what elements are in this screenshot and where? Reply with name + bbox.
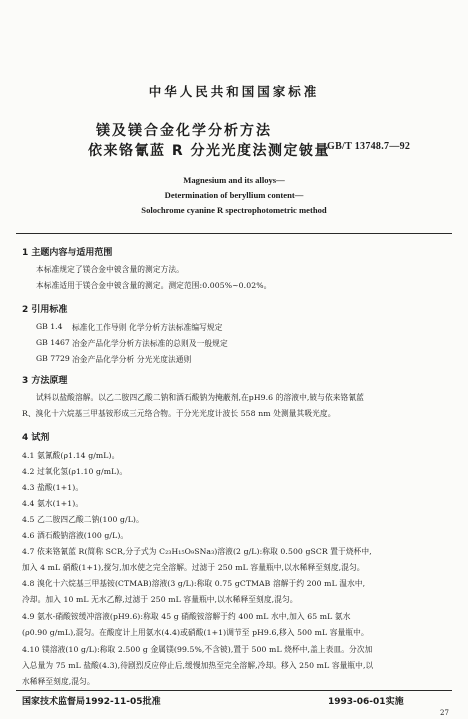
reagent-item-4-10-line: 4.10 镁溶液(10 g/L):称取 2.500 g 金属镁(99.5%,不含铍),置于 500 mL 烧杯中,盖上表皿。分次加: [22, 645, 373, 654]
national-standard-heading: 中华人民共和国国家标准: [148, 84, 320, 99]
reagent-item: 4.6 酒石酸钠溶液(100 g/L)。: [22, 531, 129, 540]
reference-title: 冶金产品化学分析 分光光度法通则: [72, 355, 192, 364]
english-title-line3: Solochrome cyanine R spectrophotometric method: [141, 205, 327, 215]
footer-divider: [16, 690, 452, 691]
section-3-heading: 3 方法原理: [22, 376, 68, 386]
reference-code: GB 1467: [36, 338, 70, 347]
section-3-line: R、溴化十六烷基三甲基铵形成三元络合物。于分光光度计波长 558 nm 处测量其吸光度。: [22, 409, 336, 418]
document-title-line1: 镁及镁合金化学分析方法: [96, 123, 272, 139]
english-title-line1: Magnesium and its alloys—: [183, 175, 285, 185]
document-title-line2: 依来铬氰蓝 R 分光光度法测定铍量: [88, 143, 331, 159]
reagent-item-4-10-line: 水稀释至刻度,混匀。: [22, 677, 95, 686]
reagent-item: 4.3 盐酸(1+1)。: [22, 483, 84, 492]
reagent-item-4-9-line: (ρ0.90 g/mL),混匀。在酸度计上用氨水(4.4)或硝酸(1+1)调节至 pH9.6,移入 500 mL 容量瓶中。: [22, 628, 369, 637]
approval-date: 国家技术监督局1992-11-05批准: [22, 697, 161, 707]
reagent-item-4-7-line: 4.7 依来铬氰蓝 R(简称 SCR,分子式为 C₂₃H₁₅O₉SNa₃)溶液(2 g/L):称取 0.500 gSCR 置于烧杯中,: [22, 547, 372, 556]
reagent-item: 4.5 乙二胺四乙酸二钠(100 g/L)。: [22, 515, 144, 524]
standard-number: GB/T 13748.7—92: [327, 141, 411, 152]
reagent-item-4-8-line: 冷却。加入 10 mL 无水乙醇,过滤于 250 mL 容量瓶中,以水稀释至刻度,混匀。: [22, 595, 298, 604]
section-1-line: 本标准规定了镁合金中铍含量的测定方法。: [36, 265, 184, 274]
section-4-heading: 4 试剂: [22, 433, 50, 443]
header-divider: [16, 233, 452, 234]
section-1-heading: 1 主题内容与适用范围: [22, 248, 113, 258]
reagent-item: 4.2 过氧化氢(ρ1.10 g/mL)。: [22, 467, 128, 476]
section-1-line: 本标准适用于镁合金中铍含量的测定。测定范围:0.005%~0.02%。: [36, 281, 272, 290]
reference-code: GB 1.4: [36, 322, 63, 331]
section-3-line: 试料以盐酸溶解。以乙二胺四乙酸二钠和酒石酸钠为掩蔽剂,在pH9.6 的溶液中,铍与依来铬氰蓝: [36, 393, 364, 402]
reference-title: 冶金产品化学分析方法标准的总则及一般规定: [72, 339, 228, 348]
section-2-heading: 2 引用标准: [22, 305, 68, 315]
implementation-date: 1993-06-01实施: [328, 697, 404, 707]
english-title-line2: Determination of beryllium content—: [164, 190, 304, 200]
reagent-item: 4.1 氨氰酸(ρ1.14 g/mL)。: [22, 451, 120, 460]
reagent-item-4-8-line: 4.8 溴化十六烷基三甲基铵(CTMAB)溶液(3 g/L):称取 0.75 gCTMAB 溶解于约 200 mL 温水中,: [22, 579, 366, 588]
reagent-item: 4.4 氨水(1+1)。: [22, 499, 84, 508]
page-number: 27: [440, 709, 449, 717]
reagent-item-4-7-line: 加入 4 mL 硝酸(1+1),搅匀,加水使之完全溶解。过滤于 250 mL 容量瓶中,以水稀释至刻度,混匀。: [22, 563, 365, 572]
reagent-item-4-9-line: 4.9 氨水-硝酸铵缓冲溶液(pH9.6):称取 45 g 硝酸铵溶解于约 400 mL 水中,加入 65 mL 氨水: [22, 612, 351, 621]
reference-code: GB 7729: [36, 354, 70, 363]
reagent-item-4-10-line: 入总量为 75 mL 盐酸(4.3),待剧烈反应停止后,缓慢加热至完全溶解,冷却。移入 250 mL 容量瓶中,以: [22, 661, 374, 670]
reference-title: 标准化工作导则 化学分析方法标准编写规定: [72, 323, 223, 332]
